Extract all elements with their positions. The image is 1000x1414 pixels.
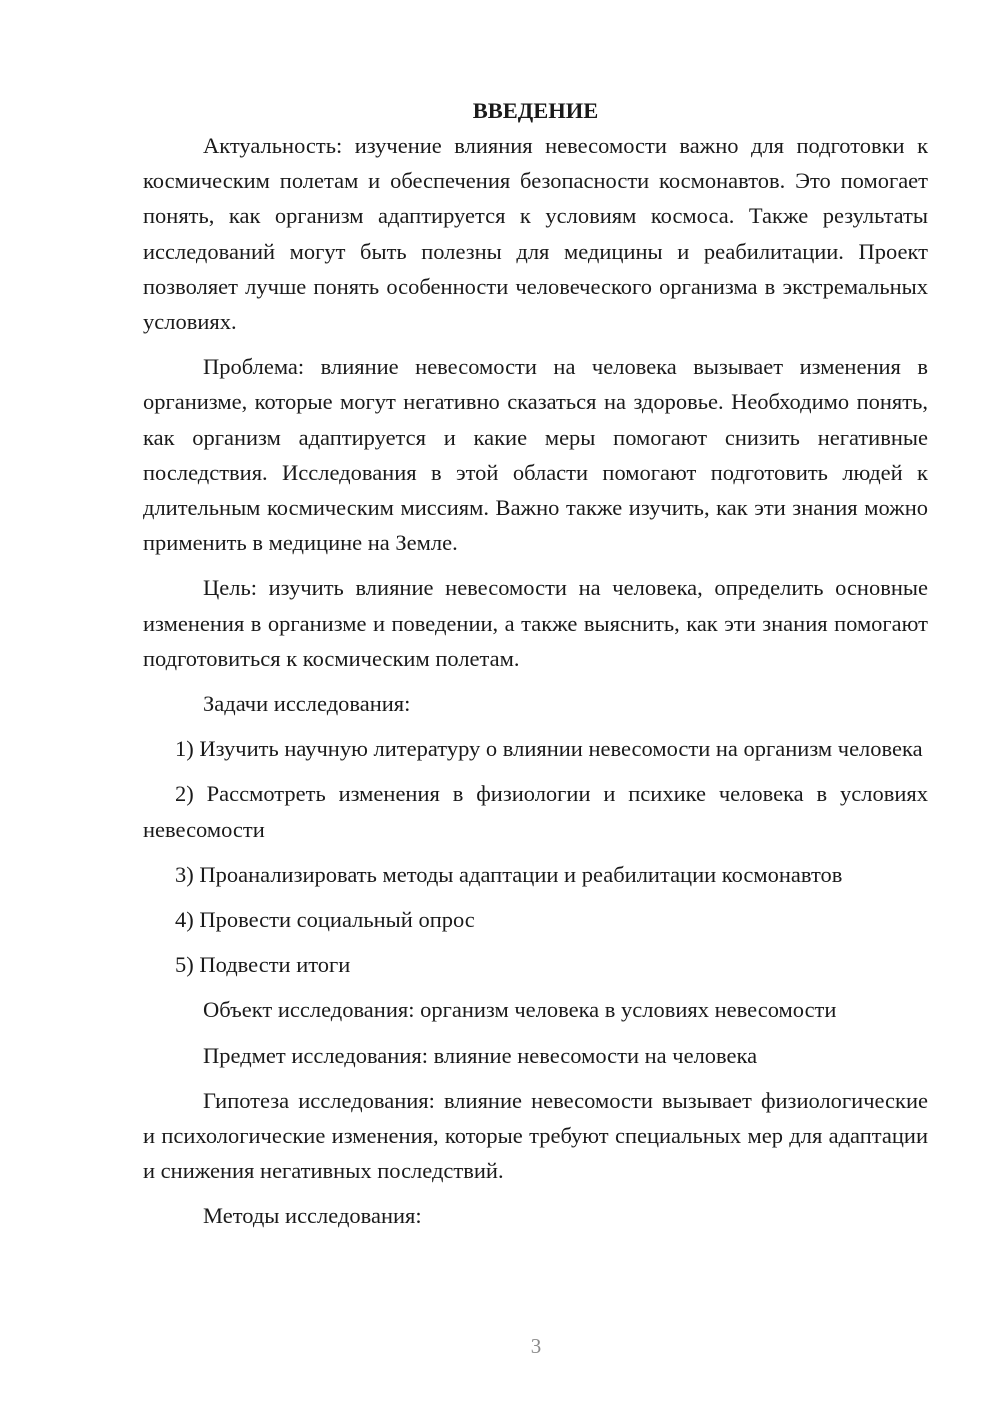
task-item-4: 4) Провести социальный опрос [175, 907, 475, 933]
task-item-2: 2) Рассмотреть изменения в физиологии и психике человека в условиях невесомости [143, 781, 928, 842]
problem-paragraph: Проблема: влияние невесомости на человека вызывает изменения в организме, которые могут негативно сказаться на здоровье. Необходимо понять, как организм адаптируется и какие меры помогают снизить негативные последствия. Исследования в этой области помогают подготовить людей к длительным космическим миссиям. Важно также изучить, как эти знания можно применить в медицине на Земле. [143, 354, 928, 556]
page-number: 3 [530, 1334, 542, 1358]
relevance-paragraph: Актуальность: изучение влияния невесомости важно для подготовки к космическим полетам и обеспечения безопасности космонавтов. Это помогает понять, как организм адаптируется к условиям космоса. Также результаты исследований могут быть полезны для медицины и реабилитации. Проект позволяет лучше понять особенности человеческого организма в экстремальных условиях. [143, 133, 928, 335]
section-title: ВВЕДЕНИЕ [472, 98, 599, 123]
task-item-3: 3) Проанализировать методы адаптации и реабилитации космонавтов [175, 861, 843, 887]
goal-paragraph: Цель: изучить влияние невесомости на человека, определить основные изменения в организме и поведении, а также выяснить, как эти знания помогают подготовиться к космическим полетам. [143, 575, 928, 671]
hypothesis-paragraph: Гипотеза исследования: влияние невесомости вызывает физиологические и психологические изменения, которые требуют специальных мер для адаптации и снижения негативных последствий. [143, 1087, 928, 1184]
task-item-1: 1) Изучить научную литературу о влиянии невесомости на организм человека [175, 736, 923, 762]
task-item-5: 5) Подвести итоги [175, 952, 351, 978]
tasks-heading: Задачи исследования: [203, 691, 411, 717]
methods-paragraph: Методы исследования: [203, 1203, 422, 1229]
object-paragraph: Объект исследования: организм человека в условиях невесомости [203, 997, 837, 1023]
subject-paragraph: Предмет исследования: влияние невесомости на человека [203, 1042, 758, 1068]
page-content [143, 93, 928, 1234]
